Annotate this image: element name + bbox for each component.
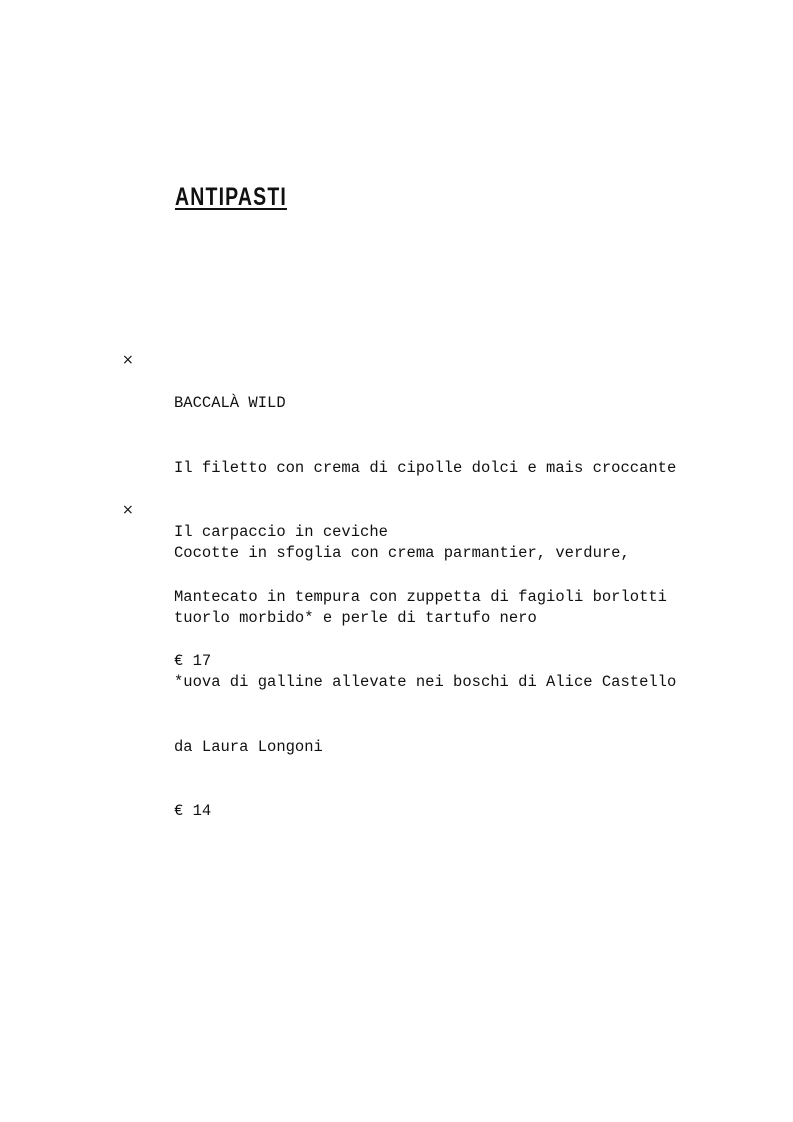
x-mark-icon: × (122, 352, 134, 368)
item-price: € 17 (174, 652, 212, 670)
x-mark-icon: × (122, 502, 134, 518)
item-detail-line: *uova di galline allevate nei boschi di Alice Castello (174, 673, 677, 691)
item-name: BACCALÀ WILD (174, 394, 286, 412)
item-detail-line: Il filetto con crema di cipolle dolci e mais croccante (174, 458, 677, 477)
section-title: ANTIPASTI (175, 183, 288, 211)
item-detail-line: tuorlo morbido* e perle di tartufo nero (174, 608, 537, 627)
item-detail-line: Mantecato in tempura con zuppetta di fagioli borlotti (174, 587, 667, 606)
item-price: € 14 (174, 802, 212, 820)
item-description (174, 500, 676, 866)
item-name: Cocotte in sfoglia con crema parmantier, verdure, (174, 544, 630, 562)
item-detail-line: Il carpaccio in ceviche (174, 523, 388, 541)
item-detail-line: da Laura Longoni (174, 737, 323, 756)
